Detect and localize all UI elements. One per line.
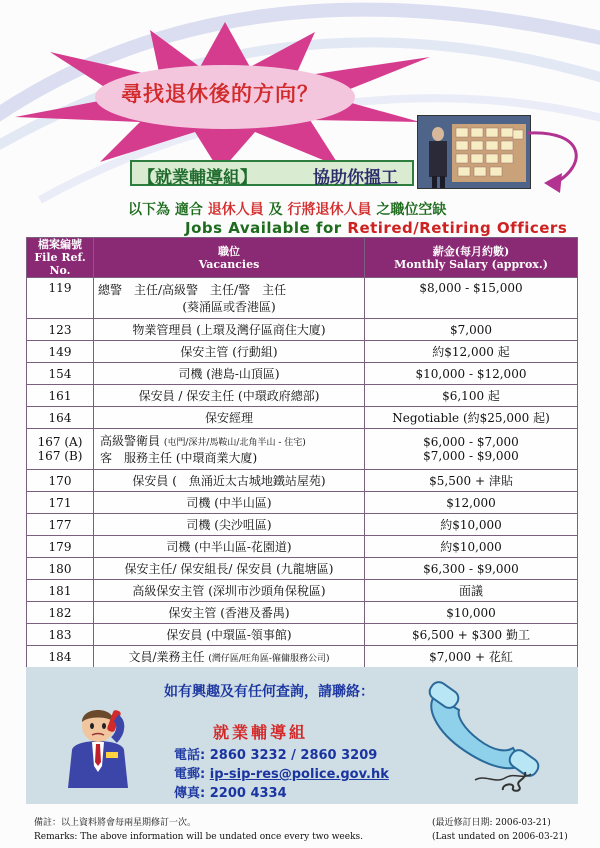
row-vacancy: 司機 (中半山區-花園道) xyxy=(94,536,365,558)
header-salary xyxy=(365,238,578,278)
row-ref: 180 xyxy=(27,558,94,580)
row-ref: 182 xyxy=(27,602,94,624)
row-ref: 183 xyxy=(27,624,94,646)
subtitle-zh-part: 及 xyxy=(268,202,283,218)
table-row xyxy=(27,363,578,385)
unit-banner xyxy=(130,160,414,186)
row-ref-a: 167 (A) xyxy=(37,435,83,449)
row-ref: 170 xyxy=(27,470,94,492)
table-row xyxy=(27,580,578,602)
table-header-row xyxy=(27,238,578,278)
table-row xyxy=(27,602,578,624)
table-row xyxy=(27,407,578,429)
row-vacancy-line: 客 服務主任 (中環商業大廈) xyxy=(100,451,258,465)
row-vacancy: 保安員 / 保安主任 (中環政府總部) xyxy=(94,385,365,407)
table-row xyxy=(27,341,578,363)
row-vacancy: 司機 (港島-山頂區) xyxy=(94,363,365,385)
row-ref: 184 xyxy=(27,646,94,668)
row-vacancy-line xyxy=(94,432,364,449)
contact-fax xyxy=(174,782,287,801)
row-ref: 149 xyxy=(27,341,94,363)
header-ref-en: File Ref. No. xyxy=(34,251,86,277)
curved-arrow-icon xyxy=(500,125,590,200)
email-link[interactable]: ip-sip-res@police.gov.hk xyxy=(209,767,389,782)
table-row xyxy=(27,624,578,646)
row-vacancy-title: 高級警衛員 xyxy=(100,434,161,448)
row-salary xyxy=(365,429,578,470)
row-salary: 面議 xyxy=(365,580,578,602)
row-salary: $7,000 xyxy=(365,319,578,341)
row-ref xyxy=(27,429,94,470)
row-salary-a: $6,000 - $7,000 xyxy=(423,435,519,449)
subtitle-zh-highlight: 退休人員 xyxy=(207,202,264,218)
header-sal-en: Monthly Salary (approx.) xyxy=(394,257,548,271)
header-vacancies xyxy=(94,238,365,278)
row-salary: $6,100 起 xyxy=(365,385,578,407)
subtitle-zh-highlight: 行將退休人員 xyxy=(287,202,372,218)
fax-label: 傳真: xyxy=(174,786,206,801)
remark-chinese: 備註：以上資料將會每兩星期修訂一次。 xyxy=(34,818,197,828)
vacancies-table xyxy=(26,237,578,668)
subtitle-english xyxy=(185,219,567,237)
table-row xyxy=(27,514,578,536)
row-salary: $8,000 - $15,000 xyxy=(365,278,578,319)
subtitle-zh-part: 之職位空缺 xyxy=(376,202,447,218)
email-label: 電郵: xyxy=(174,767,206,782)
row-vacancy-note: (灣仔區/旺角區-僱傭服務公司) xyxy=(208,654,330,664)
phone-label: 電話: xyxy=(174,748,206,763)
row-salary: 約$10,000 xyxy=(365,536,578,558)
header-ref-zh: 檔案編號 xyxy=(38,238,82,251)
table-row xyxy=(27,470,578,492)
header-file-ref xyxy=(27,238,94,278)
header-sal-zh: 薪金(每月約數) xyxy=(432,244,510,258)
row-salary: 約$12,000 起 xyxy=(365,341,578,363)
contact-unit-name: 就業輔導組 xyxy=(213,723,309,742)
subtitle-zh-part: 適合 xyxy=(174,202,203,218)
row-vacancy-line: (葵涌區或香港區) xyxy=(182,300,276,314)
banner-unit-name: 【就業輔導組】 xyxy=(138,168,257,188)
row-vacancy: 司機 (尖沙咀區) xyxy=(94,514,365,536)
contact-email xyxy=(174,763,389,782)
header-vac-en: Vacancies xyxy=(198,257,260,271)
row-vacancy-note: (屯門/深井/馬鞍山/北角半山 - 住宅) xyxy=(163,438,306,448)
row-salary: $10,000 - $12,000 xyxy=(365,363,578,385)
last-updated-english: (Last undated on 2006-03-21) xyxy=(432,832,568,842)
row-ref: 179 xyxy=(27,536,94,558)
row-ref-b: 167 (B) xyxy=(37,449,83,463)
contact-prompt: 如有興趣及有任何查詢，請聯絡： xyxy=(164,684,374,700)
table-row xyxy=(27,278,578,319)
row-ref: 154 xyxy=(27,363,94,385)
row-salary-b: $7,000 - $9,000 xyxy=(423,449,519,463)
row-vacancy: 保安員 ( 魚涌近太古城地鐵站屋苑) xyxy=(94,470,365,492)
subtitle-zh-part: 以下為 xyxy=(128,202,170,218)
row-vacancy xyxy=(94,278,365,319)
last-updated-chinese: (最近修訂日期: 2006-03-21) xyxy=(432,818,551,828)
subtitle-chinese xyxy=(128,199,588,219)
table-row xyxy=(27,646,578,668)
row-vacancy: 保安主管 (香港及番禺) xyxy=(94,602,365,624)
subtitle-en-highlight: Retired/Retiring Officers xyxy=(347,219,568,237)
row-salary: $5,500 + 津貼 xyxy=(365,470,578,492)
row-salary: 約$10,000 xyxy=(365,514,578,536)
subtitle-en-part: Jobs Available for xyxy=(185,219,348,237)
telephone-handset-icon xyxy=(415,676,555,796)
banner-tagline: 協助你搵工 xyxy=(313,168,398,188)
officer-on-phone-icon xyxy=(48,688,148,788)
header-vac-zh: 職位 xyxy=(218,244,240,258)
row-ref: 171 xyxy=(27,492,94,514)
row-salary: Negotiable (約$25,000 起) xyxy=(365,407,578,429)
table-row xyxy=(27,385,578,407)
table-row xyxy=(27,319,578,341)
row-ref: 177 xyxy=(27,514,94,536)
page-title: 尋找退休後的方向？ xyxy=(121,82,319,106)
row-ref: 161 xyxy=(27,385,94,407)
row-vacancy: 司機 (中半山區) xyxy=(94,492,365,514)
row-ref: 181 xyxy=(27,580,94,602)
table-row xyxy=(27,429,578,470)
row-vacancy: 高級保安主管 (深圳市沙頭角保稅區) xyxy=(94,580,365,602)
table-row xyxy=(27,536,578,558)
row-salary: $12,000 xyxy=(365,492,578,514)
row-salary: $6,300 - $9,000 xyxy=(365,558,578,580)
row-vacancy: 物業管理員 (上環及灣仔區商住大廈) xyxy=(94,319,365,341)
row-ref: 164 xyxy=(27,407,94,429)
phone-number: 2860 3232 / 2860 3209 xyxy=(209,748,378,763)
row-vacancy: 保安主管 (行動組) xyxy=(94,341,365,363)
row-salary: $7,000 + 花紅 xyxy=(365,646,578,668)
row-vacancy: 保安主任/ 保安組長/ 保安員 (九龍塘區) xyxy=(94,558,365,580)
row-vacancy xyxy=(94,429,365,470)
remark-english: Remarks: The above information will be undated once every two weeks. xyxy=(34,832,364,842)
row-salary: $10,000 xyxy=(365,602,578,624)
row-ref: 119 xyxy=(27,278,94,319)
row-ref: 123 xyxy=(27,319,94,341)
row-vacancy-line: 總警 主任/高級警 主任/警 主任 xyxy=(98,283,287,297)
row-vacancy: 保安員 (中環區-領事館) xyxy=(94,624,365,646)
contact-phone xyxy=(174,744,377,763)
row-salary: $6,500 + $300 勤工 xyxy=(365,624,578,646)
row-vacancy: 保安經理 xyxy=(94,407,365,429)
table-row xyxy=(27,558,578,580)
fax-number: 2200 4334 xyxy=(209,786,287,801)
row-vacancy xyxy=(94,646,365,668)
table-row xyxy=(27,492,578,514)
row-vacancy-title: 文員/業務主任 xyxy=(128,650,205,664)
